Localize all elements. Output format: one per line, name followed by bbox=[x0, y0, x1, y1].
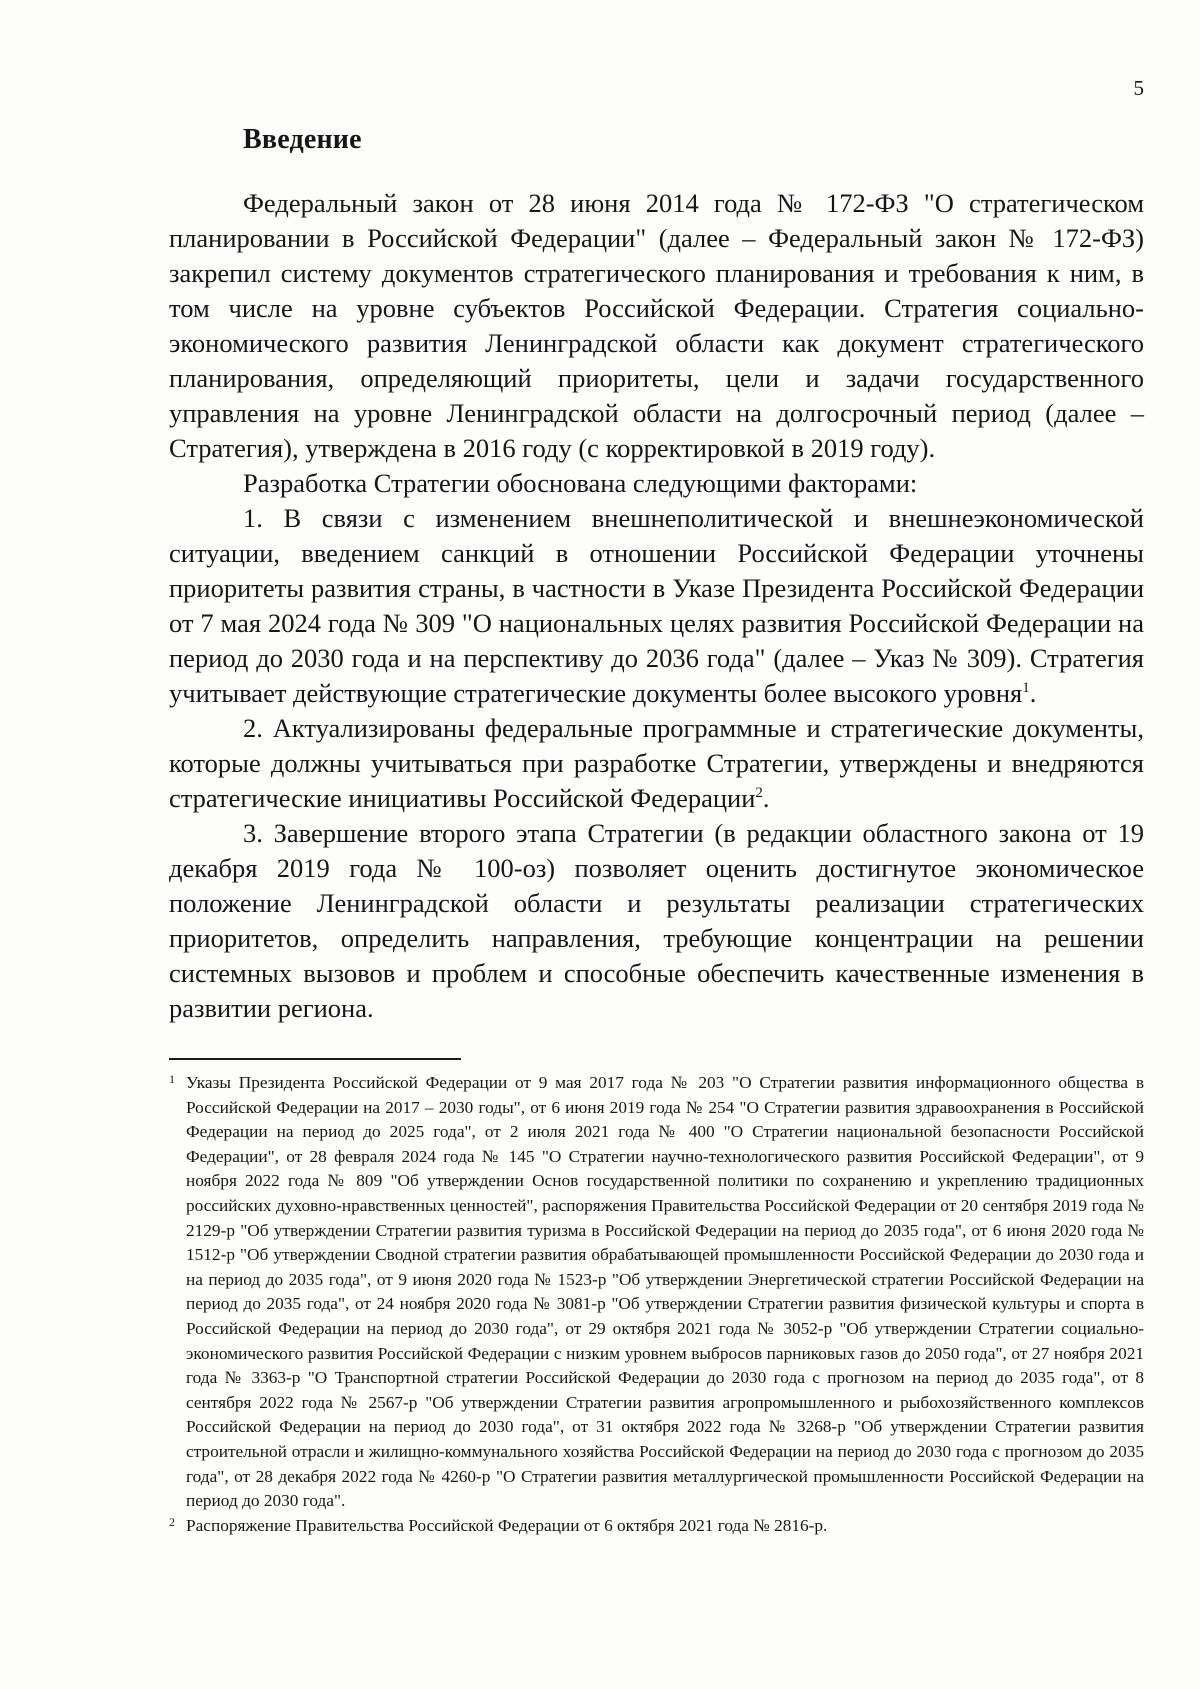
footnote-2 bbox=[169, 1514, 1144, 1539]
footnote-1 bbox=[169, 1071, 1144, 1514]
page-number: 5 bbox=[1133, 76, 1144, 100]
paragraph-factor-2 bbox=[169, 711, 1144, 816]
footnote-2-mark: 2 bbox=[169, 1514, 175, 1529]
paragraph-factor-2-text: 2. Актуализированы федеральные программные и стратегические документы, которые должны учитываться при разработке Стратегии, утверждены и внедряются стратегические инициативы Российской Федерации bbox=[169, 713, 1144, 813]
paragraph-factor-1 bbox=[169, 501, 1144, 711]
paragraph-intro: Федеральный закон от 28 июня 2014 года № 172-ФЗ "О стратегическом планировании в Российской Федерации" (далее – Федеральный закон № 172-ФЗ) закрепил систему документов стратегического планирования и требования к ним, в том числе на уровне субъектов Российской Федерации. Стратегия социально-экономического развития Ленинградской области как документ стратегического планирования, определяющий приоритеты, цели и задачи государственного управления на уровне Ленинградской области на долгосрочный период (далее – Стратегия), утверждена в 2016 году (с корректировкой в 2019 году). bbox=[169, 188, 1144, 463]
footnote-ref-2[interactable]: 2 bbox=[755, 785, 763, 802]
footnote-2-text: Распоряжение Правительства Российской Федерации от 6 октября 2021 года № 2816-р. bbox=[186, 1515, 828, 1535]
footnote-1-text: Указы Президента Российской Федерации от 9 мая 2017 года № 203 "О Стратегии развития информационного общества в Российской Федерации на 2017 – 2030 годы", от 6 июня 2019 года № 254 "О Стратегии развития здравоохранения в Российской Федерации на период до 2025 года", от 2 июля 2021 года № 400 "О Стратегии национальной безопасности Российской Федерации", от 28 февраля 2024 года № 145 "О Стратегии научно-технологического развития Российской Федерации", от 9 ноября 2022 года № 809 "Об утверждении Основ государственной политики по сохранению и укреплению традиционных российских духовно-нравственных ценностей", распоряжения Правительства Российской Федерации от 20 сентября 2019 года № 2129-р "Об утверждении Стратегии развития туризма в Российской Федерации на период до 2035 года", от 6 июня 2020 года № 1512-р "Об утверждении Сводной стратегии развития обрабатывающей промышленности Российской Федерации до 2030 года и на период до 2035 года", от 9 июня 2020 года № 1523-р "Об утверждении Энергетической стратегии Российской Федерации на период до 2035 года", от 24 ноября 2020 года № 3081-р "Об утверждении Стратегии развития физической культуры и спорта в Российской Федерации на период до 2030 года", от 29 октября 2021 года № 3052-р "Об утверждении Стратегии социально-экономического развития Российской Федерации с низким уровнем выбросов парниковых газов до 2050 года", от 27 ноября 2021 года № 3363-р "О Транспортной стратегии Российской Федерации до 2030 года с прогнозом на период до 2035 года", от 8 сентября 2022 года № 2567-р "Об утверждении Стратегии развития агропромышленного и рыбохозяйственного комплексов Российской Федерации на период до 2030 года", от 31 октября 2022 года № 3268-р "Об утверждении Стратегии развития строительной отрасли и жилищно-коммунального хозяйства Российской Федерации на период до 2030 года с прогнозом до 2035 года", от 28 декабря 2022 года № 4260-р "О Стратегии развития металлургической промышленности Российской Федерации на период до 2030 года". bbox=[186, 1073, 1144, 1511]
paragraph-factor-1-text: 1. В связи с изменением внешнеполитической и внешнеэкономической ситуации, введением санкций в отношении Российской Федерации уточнены приоритеты развития страны, в частности в Указе Президента Российской Федерации от 7 мая 2024 года № 309 "О национальных целях развития Российской Федерации на период до 2030 года и на перспективу до 2036 года" (далее – Указ № 309). Стратегия учитывает действующие стратегические документы более высокого уровня bbox=[169, 503, 1144, 708]
footnote-separator bbox=[169, 1058, 461, 1060]
footnote-1-mark: 1 bbox=[169, 1072, 175, 1086]
paragraph-factor-1-end: . bbox=[1029, 678, 1037, 708]
body-text bbox=[169, 186, 1144, 1026]
section-heading: Введение bbox=[243, 124, 362, 155]
paragraph-factor-2-end: . bbox=[762, 783, 770, 813]
paragraph-factors-lead: Разработка Стратегии обоснована следующими факторами: bbox=[243, 468, 918, 498]
footnote-ref-1[interactable]: 1 bbox=[1022, 680, 1030, 697]
paragraph-factor-3: 3. Завершение второго этапа Стратегии (в редакции областного закона от 19 декабря 2019 года № 100-оз) позволяет оценить достигнутое экономическое положение Ленинградской области и результаты реализации стратегических приоритетов, определить направления, требующие концентрации на решении системных вызовов и проблем и способные обеспечить качественные изменения в развитии региона. bbox=[169, 818, 1144, 1023]
footnotes bbox=[169, 1071, 1144, 1538]
